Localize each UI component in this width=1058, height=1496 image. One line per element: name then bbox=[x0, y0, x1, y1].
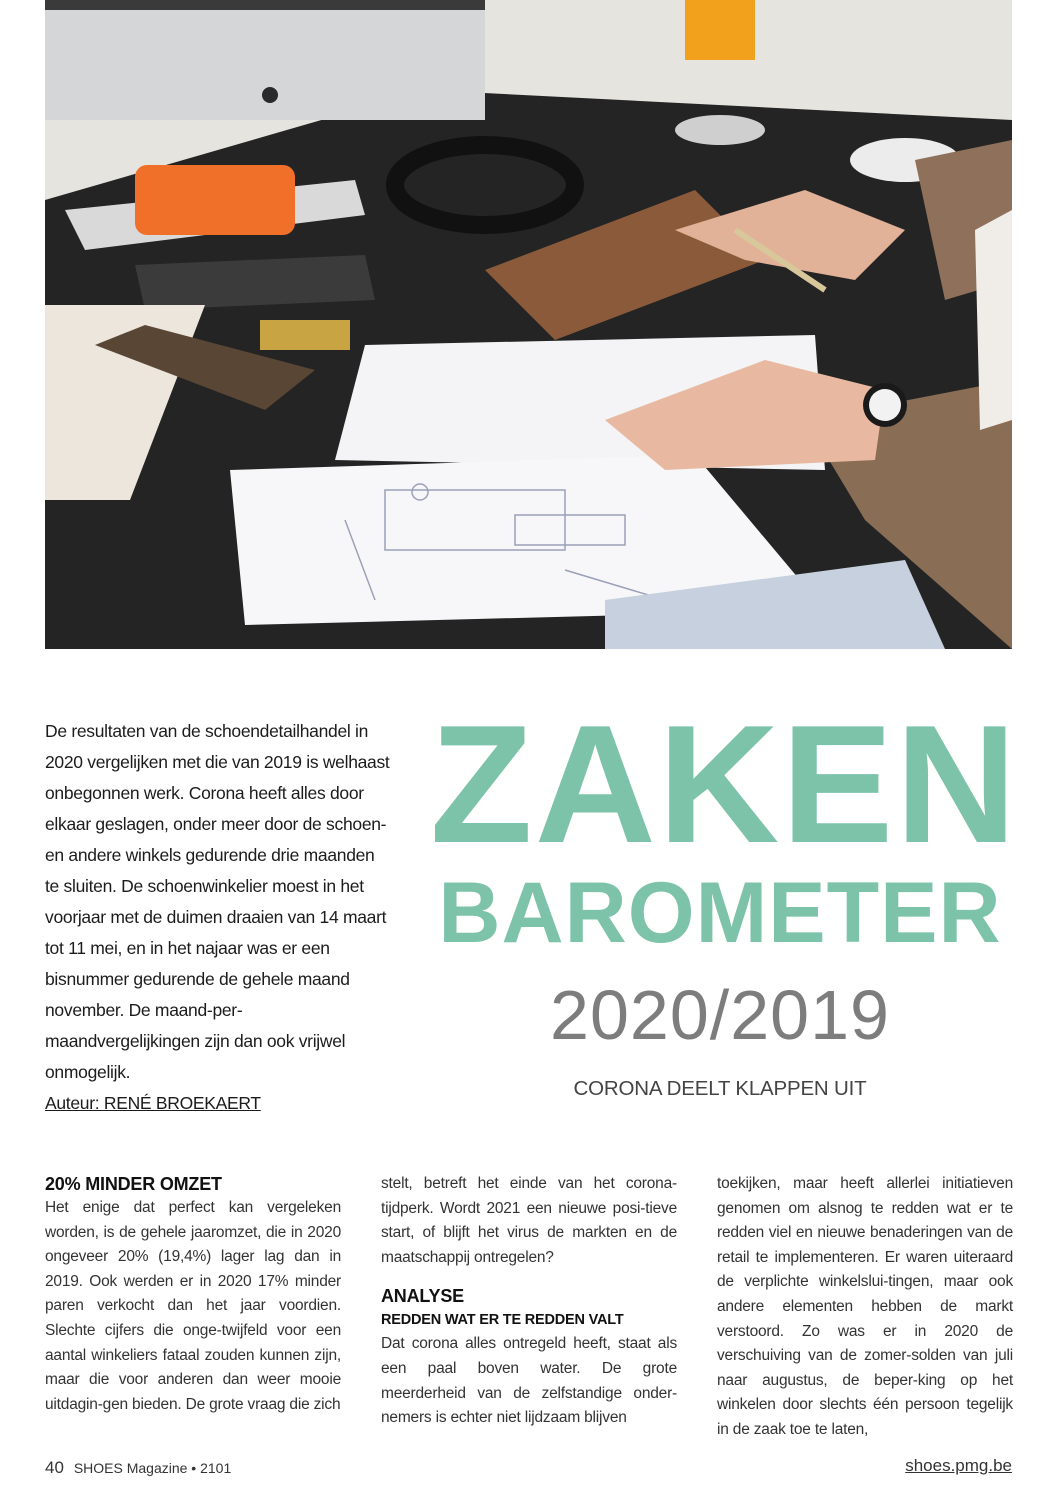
title-barometer: BAROMETER bbox=[438, 865, 1002, 961]
column-1 bbox=[45, 1172, 341, 1417]
intro-paragraph: De resultaten van de schoendetailhandel in 2020 vergelijken met die van 2019 is welhaast onbegonnen werk. Corona heeft alles door elkaar geslagen, onder meer door de schoen- en andere winkels gedurende drie maanden te sluiten. De schoenwinkelier moest in het voorjaar met de duimen draaien van 14 maart tot 11 mei, en in het najaar was er een bisnummer gedurende de gehele maand november. De maand-per-maandvergelijkingen zijn dan ook vrijwel onmogelijk. bbox=[45, 721, 390, 1082]
column-2-text-2: Dat corona alles ontregeld heeft, staat als een paal boven water. De grote meerderheid van de zelfstandige onder-nemers is echter niet lijdzaam blijven bbox=[381, 1335, 677, 1427]
footer-left bbox=[45, 1458, 231, 1478]
column-1-text: Het enige dat perfect kan vergeleken worden, is de gehele jaaromzet, die in 2020 ongeveer 20% (19,4%) lager lag dan in 2019. Ook werden er in 2020 17% minder paren verkocht dan het jaar voordien. Slechte cijfers die onge-twijfeld voor een aantal winkeliers fataal zouden kunnen zijn, maar die voor anderen dan weer mooie uitdagin-gen bieden. De grote vraag die zich bbox=[45, 1199, 341, 1413]
column-2 bbox=[381, 1172, 677, 1431]
section-heading-analyse: ANALYSE bbox=[381, 1286, 464, 1307]
hero-photo bbox=[45, 0, 1012, 649]
section-subheading-redden: REDDEN WAT ER TE REDDEN VALT bbox=[381, 1312, 624, 1329]
column-3 bbox=[717, 1172, 1013, 1443]
title-zaken: ZAKEN bbox=[430, 690, 1019, 878]
section-heading-omzet: 20% MINDER OMZET bbox=[45, 1174, 222, 1194]
website-link[interactable]: shoes.pmg.be bbox=[905, 1456, 1012, 1475]
title-year: 2020/2019 bbox=[550, 976, 890, 1054]
column-3-text: toekijken, maar heeft allerlei initiatieven genomen om alsnog te redden wat er te redden viel en nieuwe benaderingen van de retail te implementeren. Er waren uiteraard de verplichte winkelslui-tingen, maar ook andere elementen hebben de markt verstoord. Zo was er in 2020 de verschuiving van de zomer-solden van juli naar augustus, de beper-king op het winkelen door slechts één persoon tegelijk in de zaak toe te laten, bbox=[717, 1175, 1013, 1438]
magazine-name: SHOES Magazine • 2101 bbox=[73, 1460, 232, 1476]
column-2-text: stelt, betreft het einde van het corona-tijdperk. Wordt 2021 een nieuwe posi-tieve start, of blijft het virus de markten en de maatschappij ontregelen? bbox=[381, 1175, 677, 1266]
page-number: 40 bbox=[45, 1458, 64, 1477]
subtitle: CORONA DEELT KLAPPEN UIT bbox=[573, 1077, 867, 1100]
author-credit[interactable]: Auteur: RENÉ BROEKAERT bbox=[45, 1093, 261, 1113]
